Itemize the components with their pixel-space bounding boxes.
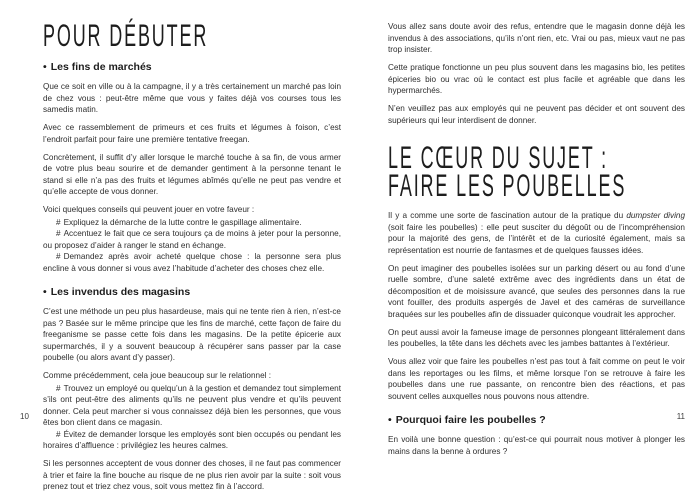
paragraph: En voilà une bonne question : qu’est-ce qui pourrait nous motiver à plonger les mains dans la benne à ordures ? [388, 435, 685, 456]
chapter-title [388, 140, 685, 204]
chapter-title [43, 18, 341, 54]
list-marker-icon: # [56, 429, 61, 439]
paragraph-text: (soit faire les poubelles) : elle peut susciter du dégoût ou de l’incompréhension pour la majorité des gens, de l’intérêt et de la curiosité également, mais sa représentation est nourrie de fantasmes et de quelques fausses idées. [388, 222, 685, 255]
chapter-title-line1: LE CŒUR DU SUJET : [388, 140, 608, 176]
chapter-title-text: POUR DÉBUTER [43, 18, 209, 54]
paragraph: Concrètement, il suffit d’y aller lorsque le marché touche à sa fin, de vous armer de votre plus beau sourire et de demander gentiment à la personne tenant le stand si elle n’a pas des fruits et légumes abîmés qu’elle ne peut pas vendre et qu’elle accepte de vous donner. [43, 152, 341, 196]
paragraph: On peut aussi avoir la fameuse image de personnes plongeant littéralement dans les poubelles, la tête dans les déchets avec les jambes battantes à l’extérieur. [388, 327, 685, 348]
section-heading-fins-de-marches [43, 61, 341, 74]
paragraph: C’est une méthode un peu plus hasardeuse, mais qui ne tente rien à rien, n’est-ce pas ? Basée sur le même principe que les fins de marché, cette façon de faire du freeganisme se passe cette fois dans les magasins. De la petite épicerie aux supermarchés, il y a souvent beaucoup à récupérer sans passer par la case poubelle (ou alors avant d’y passer). [43, 307, 341, 362]
paragraph-text: Il y a comme une sorte de fascination autour de la pratique du [388, 211, 627, 220]
list-item [43, 429, 341, 452]
paragraph: Que ce soit en ville ou à la campagne, il y a très certainement un marché pas loin de chez vous : peut-être même que vous y faites déjà vos courses tous les samedis matin. [43, 82, 341, 114]
list-item-text: Trouvez un employé ou quelqu’un à la gestion et demandez tout simplement s’ils ont peut-être des aliments qu’ils ne peuvent plus vendre et qu’ils peuvent donner. Cela peut marcher si vous connaissez déjà bien les personnes, que vous êtes bon client dans ce magasin. [43, 383, 341, 427]
paragraph: Vous allez voir que faire les poubelles n’est pas tout à fait comme on peut le voir dans les reportages ou les films, et même lorsque l’on se retrouve à faire les poubelles dans une rue passante, on rencontre bien des réactions, et pas souvent celles auxquelles nous pouvons nous attendre. [388, 357, 685, 401]
page-number: 11 [676, 412, 685, 421]
list-item-text: Expliquez la démarche de la lutte contre le gaspillage alimentaire. [63, 217, 302, 227]
section-heading-pourquoi [388, 414, 685, 427]
list-marker-icon: # [56, 383, 61, 393]
paragraph [388, 210, 685, 256]
list-item-text: Demandez après avoir acheté quelque chose : la personne sera plus encline à vous donner si vous avez l’habitude d’acheter des choses chez elle. [43, 252, 341, 273]
list-item [43, 217, 341, 229]
section-heading-invendus [43, 286, 341, 299]
list-item [43, 251, 341, 274]
page-right [388, 21, 685, 464]
paragraph: Cette pratique fonctionne un peu plus souvent dans les magasins bio, les petites épiceries bio ou vrac où le contact est plus facile et agréable que dans les hypermarchés. [388, 63, 685, 95]
paragraph: N’en veuillez pas aux employés qui ne peuvent pas décider et ont souvent des supérieurs qui leur interdisent de donner. [388, 104, 685, 125]
list-marker-icon: # [56, 252, 61, 261]
heading-bullet: • [43, 61, 47, 73]
paragraph: Avec ce rassemblement de primeurs et ces fruits et légumes à foison, c’est l’endroit parfait pour faire une première tentative freegan. [43, 123, 341, 144]
section-heading-label: Les invendus des magasins [50, 286, 191, 298]
heading-bullet: • [388, 414, 392, 426]
section-heading-label: Les fins de marchés [50, 61, 152, 73]
paragraph: Si les personnes acceptent de vous donner des choses, il ne faut pas commencer à trier et faire la fine bouche au risque de ne plus rien avoir par la suite : soit vous prenez tout et triez chez vous, soit vous mettez fin à l’accord. [43, 459, 341, 491]
heading-bullet: • [43, 286, 47, 298]
paragraph: Comme précédemment, cela joue beaucoup sur le relationnel : [43, 371, 272, 380]
list-marker-icon: # [56, 229, 61, 238]
paragraph: Vous allez sans doute avoir des refus, entendre que le magasin donne déjà les invendus à des associations, qu’ils n’ont rien, etc. Vrai ou pas, mieux vaut ne pas trop insister. [388, 22, 685, 54]
list-item [43, 228, 341, 251]
tips-list-market [43, 217, 341, 275]
list-item-text: Évitez de demander lorsque les employés sont bien occupés ou pendant les horaires d’affluence : privilégiez les heures calmes. [43, 429, 341, 450]
page-left [43, 18, 341, 499]
tips-list-store [43, 383, 341, 452]
italic-term: dumpster diving [626, 211, 686, 220]
list-item [43, 383, 341, 429]
chapter-title-line2: FAIRE LES POUBELLES [388, 168, 627, 204]
section-heading-label: Pourquoi faire les poubelles ? [395, 414, 546, 426]
list-marker-icon: # [56, 217, 61, 227]
paragraph: On peut imaginer des poubelles isolées sur un parking désert ou au fond d’une ruelle sombre, d’une saleté extrême avec des ingrédients dans un état de décomposition et de moisissure avancé, que seules des personnes dans la rue vont fouiller, des produits aspergés de Javel et des caméras de surveillance braquées sur les poubelles afin de dissuader quiconque voudrait les approcher. [388, 263, 685, 319]
paragraph: Voici quelques conseils qui peuvent jouer en votre faveur : [43, 205, 255, 214]
page-number: 10 [20, 412, 29, 421]
list-item-text: Accentuez le fait que ce sera toujours ça de moins à jeter pour la personne, ou proposez d’aider à ranger le stand en échange. [43, 229, 341, 250]
